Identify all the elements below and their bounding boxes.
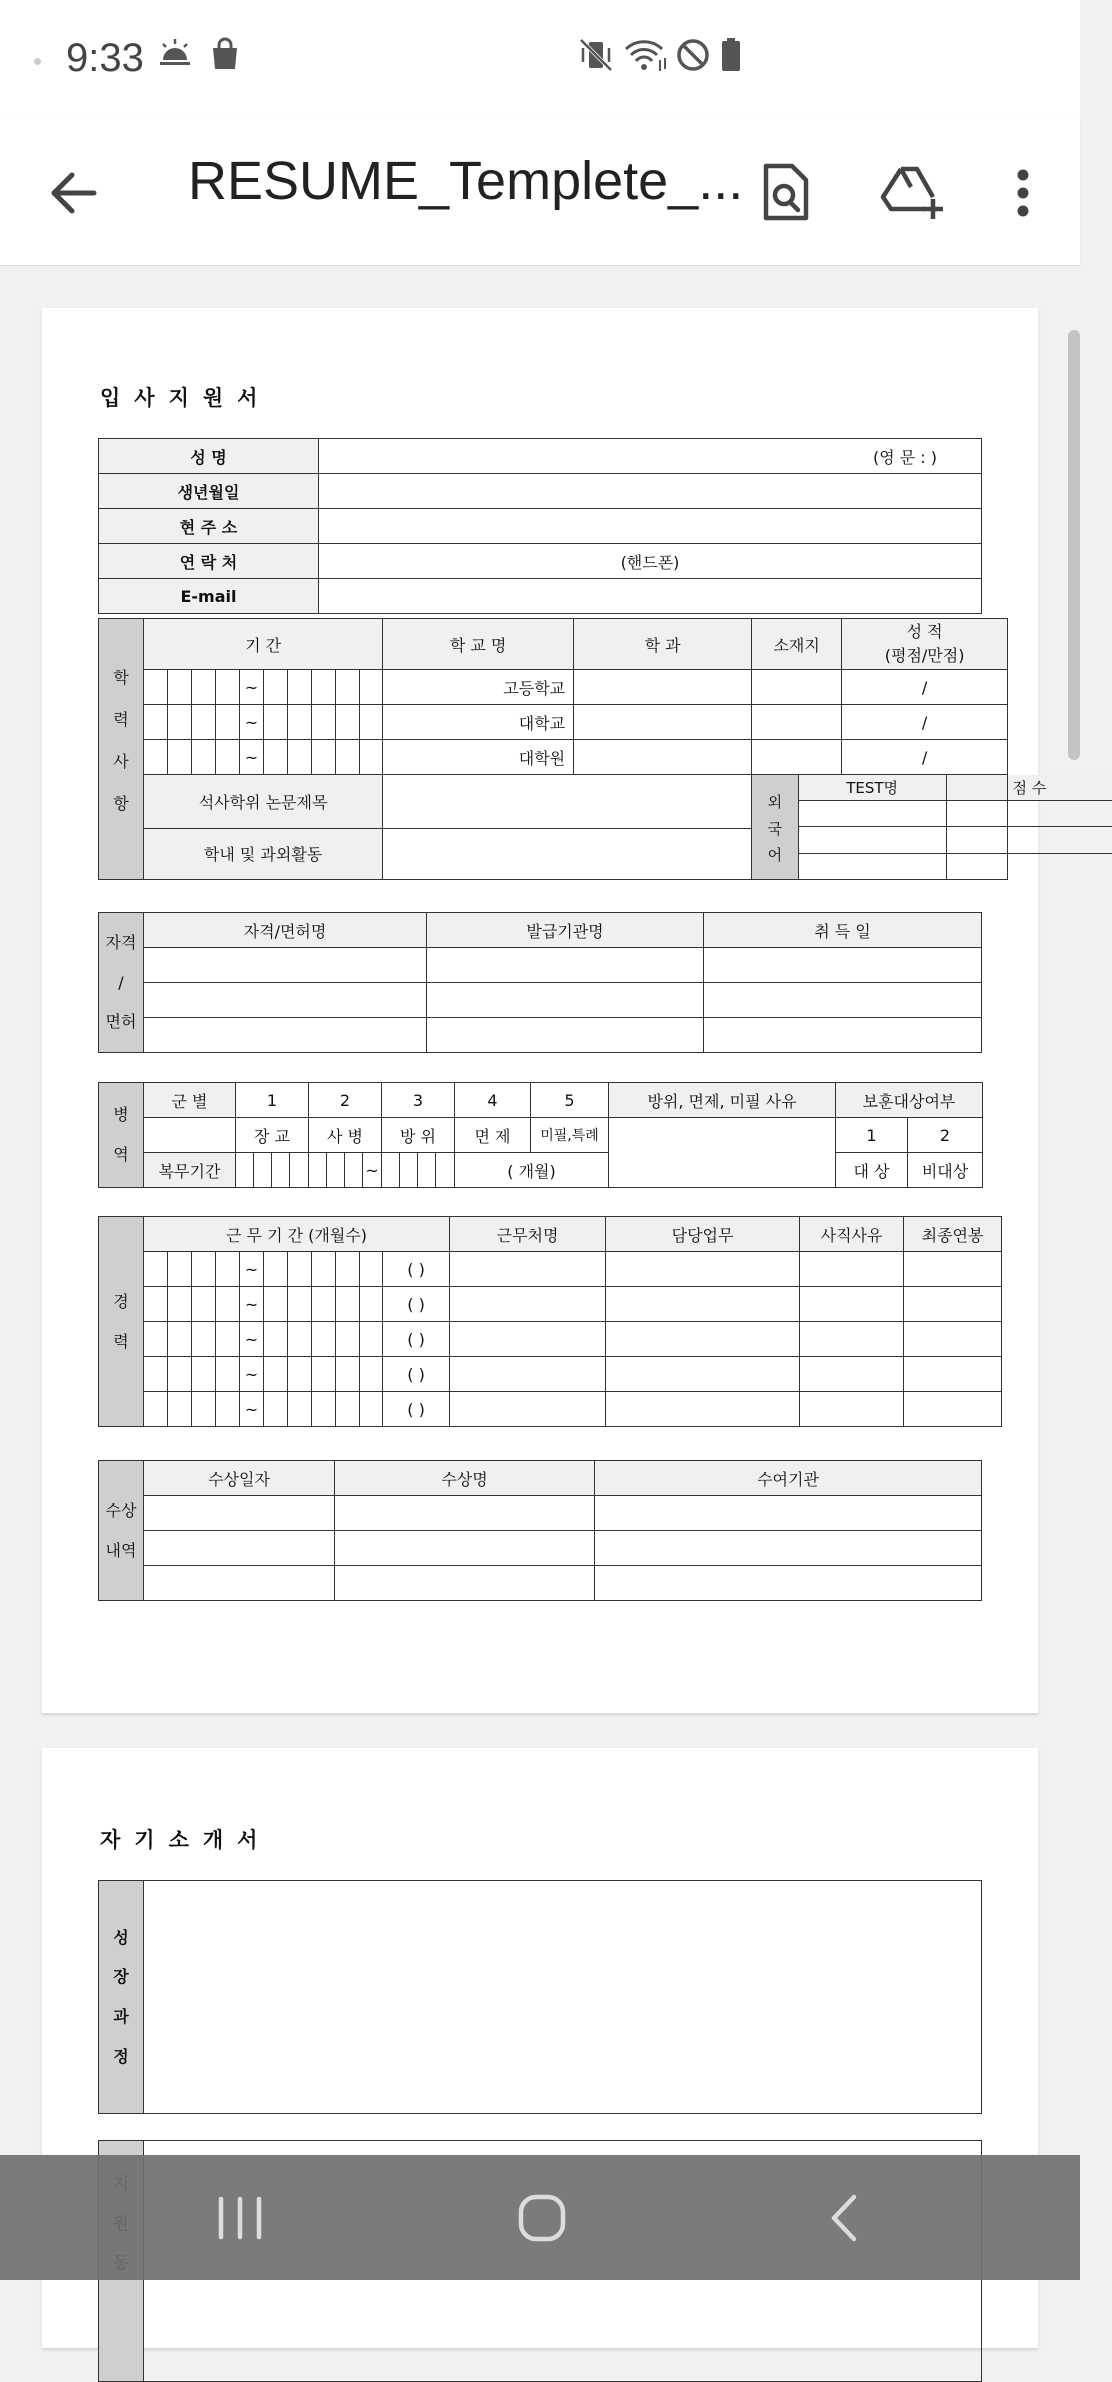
military-num-2: 2 (309, 1083, 382, 1118)
back-arrow-icon[interactable] (28, 148, 118, 238)
awards-label-2: 내역 (105, 1540, 137, 1560)
career-row (99, 1392, 1002, 1427)
rank-reserve[interactable]: 방 위 (382, 1118, 455, 1153)
document-search-icon[interactable] (740, 148, 830, 238)
lang-label-3: 어 (767, 846, 783, 865)
edu-col-location: 소재지 (752, 619, 842, 670)
license-cell[interactable] (144, 948, 427, 983)
rank-officer[interactable]: 장 교 (236, 1118, 309, 1153)
military-num-5: 5 (531, 1083, 609, 1118)
rank-special[interactable]: 미필,특례 (531, 1118, 609, 1153)
edu-label-4: 항 (113, 794, 129, 813)
edu-date-cell[interactable] (264, 670, 288, 705)
career-col-period: 근 무 기 간 (개월수) (144, 1217, 450, 1252)
career-label-2: 력 (113, 1331, 129, 1351)
scrollbar-thumb[interactable] (1068, 330, 1080, 760)
career-date-cell[interactable] (216, 1322, 240, 1357)
career-months[interactable]: ( ) (383, 1392, 450, 1427)
career-date-cell[interactable] (336, 1392, 360, 1427)
career-months[interactable]: ( ) (383, 1287, 450, 1322)
edu-major-cell[interactable] (574, 705, 752, 740)
career-date-cell[interactable] (168, 1392, 192, 1427)
edu-school-university[interactable]: 대학교 (383, 705, 574, 740)
language-section (752, 775, 1047, 880)
edu-date-cell[interactable] (312, 705, 336, 740)
lang-score-cell[interactable] (946, 853, 1112, 879)
service-date-cell[interactable] (382, 1153, 400, 1188)
career-tilde: ~ (240, 1392, 264, 1427)
edu-date-cell[interactable] (288, 705, 312, 740)
growth-label-4: 정 (113, 2046, 129, 2066)
awards-cell[interactable] (595, 1566, 982, 1601)
edu-date-cell[interactable] (144, 670, 168, 705)
career-date-cell[interactable] (168, 1322, 192, 1357)
career-date-cell[interactable] (312, 1287, 336, 1322)
recent-apps-icon[interactable] (180, 2175, 300, 2260)
career-tilde: ~ (240, 1287, 264, 1322)
career-duty-cell[interactable] (606, 1357, 800, 1392)
veteran-label: 보훈대상여부 (836, 1083, 983, 1118)
lang-score-cell[interactable] (946, 827, 1112, 853)
edu-tilde: ~ (240, 740, 264, 775)
edu-label-chars (99, 670, 143, 812)
language-label (752, 775, 798, 879)
career-duty-cell[interactable] (606, 1392, 800, 1427)
career-row (99, 1252, 1002, 1287)
career-col-duty: 담당업무 (606, 1217, 800, 1252)
awards-label-1: 수상 (105, 1500, 137, 1520)
edu-location-cell[interactable] (752, 670, 842, 705)
career-date-cell[interactable] (216, 1287, 240, 1322)
military-num-1: 1 (236, 1083, 309, 1118)
edu-tilde: ~ (240, 670, 264, 705)
edu-tilde: ~ (240, 705, 264, 740)
edu-school-highschool[interactable]: 고등학교 (383, 670, 574, 705)
career-date-cell[interactable] (192, 1357, 216, 1392)
veteran-num-1: 1 (836, 1118, 908, 1153)
service-date-cell[interactable] (272, 1153, 290, 1188)
lang-label-2: 국 (767, 819, 783, 838)
career-date-cell[interactable] (264, 1287, 288, 1322)
activity-field[interactable] (383, 828, 752, 880)
edu-label-3: 사 (113, 752, 129, 771)
growth-field[interactable] (144, 1881, 982, 2114)
edu-date-cell[interactable] (312, 740, 336, 775)
career-row (99, 1287, 1002, 1322)
app-bar (0, 120, 1080, 266)
career-date-cell[interactable] (288, 1322, 312, 1357)
career-months[interactable]: ( ) (383, 1252, 450, 1287)
awards-cell[interactable] (144, 1531, 335, 1566)
edu-date-cell[interactable] (144, 740, 168, 775)
growth-label-3: 과 (113, 2007, 129, 2026)
career-tilde: ~ (240, 1322, 264, 1357)
career-section-label (99, 1217, 144, 1427)
veteran-no[interactable]: 비대상 (908, 1153, 983, 1188)
edu-col-school: 학 교 명 (383, 619, 574, 670)
edu-date-cell[interactable] (192, 740, 216, 775)
activity-label: 학내 및 과외활동 (144, 828, 383, 880)
career-date-cell[interactable] (264, 1252, 288, 1287)
awards-col-org: 수여기관 (595, 1461, 982, 1496)
language-table (752, 775, 1112, 879)
shopping-bag-icon (210, 38, 240, 74)
service-months[interactable]: ( 개월) (455, 1153, 609, 1188)
edu-date-cell[interactable] (216, 705, 240, 740)
career-date-cell[interactable] (360, 1392, 383, 1427)
page-title-2: 자기소개서 (100, 1828, 272, 1852)
career-label-1: 경 (113, 1291, 129, 1311)
career-row (99, 1357, 1002, 1392)
career-col-reason: 사직사유 (800, 1217, 904, 1252)
service-tilde: ~ (363, 1153, 382, 1188)
contact-label: 연 락 처 (99, 544, 319, 579)
military-exempt-reason-label: 방위, 면제, 미필 사유 (609, 1083, 836, 1118)
add-to-drive-icon[interactable] (868, 148, 958, 238)
edu-label-1: 학 (113, 668, 129, 687)
career-company-cell[interactable] (450, 1252, 606, 1287)
status-time: 9:33 (66, 36, 144, 80)
career-salary-cell[interactable] (904, 1392, 1002, 1427)
career-duty-cell[interactable] (606, 1287, 800, 1322)
document-title: RESUME_Templete_... (188, 151, 744, 211)
career-date-cell[interactable] (288, 1392, 312, 1427)
awards-cell[interactable] (595, 1496, 982, 1531)
edu-date-cell[interactable] (360, 705, 383, 740)
career-date-cell[interactable] (144, 1252, 168, 1287)
career-date-cell[interactable] (192, 1322, 216, 1357)
service-date-cell[interactable] (418, 1153, 436, 1188)
birth-label: 생년월일 (99, 474, 319, 509)
awards-cell[interactable] (335, 1566, 595, 1601)
thesis-field[interactable] (383, 775, 752, 829)
awards-cell[interactable] (144, 1496, 335, 1531)
career-company-cell[interactable] (450, 1287, 606, 1322)
career-salary-cell[interactable] (904, 1287, 1002, 1322)
career-date-cell[interactable] (216, 1357, 240, 1392)
edu-date-cell[interactable] (216, 740, 240, 775)
battery-icon (720, 38, 742, 76)
veteran-yes[interactable]: 대 상 (836, 1153, 908, 1188)
more-vert-icon[interactable] (978, 148, 1068, 238)
license-cell[interactable] (144, 1018, 427, 1053)
career-date-cell[interactable] (360, 1287, 383, 1322)
lang-label-1: 외 (767, 793, 783, 812)
awards-cell[interactable] (335, 1531, 595, 1566)
career-reason-cell[interactable] (800, 1252, 904, 1287)
edu-grade-cell[interactable]: / (842, 670, 1008, 705)
career-date-cell[interactable] (336, 1357, 360, 1392)
edu-date-cell[interactable] (360, 740, 383, 775)
license-label-3: 면허 (105, 1012, 137, 1032)
edu-school-graduate[interactable]: 대학원 (383, 740, 574, 775)
career-salary-cell[interactable] (904, 1357, 1002, 1392)
career-duty-cell[interactable] (606, 1322, 800, 1357)
edu-date-cell[interactable] (168, 705, 192, 740)
career-date-cell[interactable] (144, 1287, 168, 1322)
career-reason-cell[interactable] (800, 1357, 904, 1392)
license-cell[interactable] (704, 983, 982, 1018)
career-date-cell[interactable] (336, 1322, 360, 1357)
military-type-field[interactable] (144, 1118, 236, 1153)
document-page-1 (42, 308, 1047, 1713)
military-section-label (99, 1083, 144, 1188)
career-reason-cell[interactable] (800, 1287, 904, 1322)
edu-date-cell[interactable] (336, 705, 360, 740)
edu-col-major: 학 과 (574, 619, 752, 670)
edu-date-cell[interactable] (264, 705, 288, 740)
license-cell[interactable] (427, 948, 704, 983)
career-date-cell[interactable] (144, 1357, 168, 1392)
license-label-1: 자격 (105, 933, 137, 953)
navigation-bar (0, 2155, 1080, 2280)
career-date-cell[interactable] (216, 1252, 240, 1287)
career-date-cell[interactable] (168, 1357, 192, 1392)
career-date-cell[interactable] (336, 1287, 360, 1322)
career-date-cell[interactable] (360, 1322, 383, 1357)
edu-major-cell[interactable] (574, 670, 752, 705)
service-date-cell[interactable] (236, 1153, 254, 1188)
growth-label-1: 성 (113, 1927, 129, 1947)
edu-date-cell[interactable] (168, 740, 192, 775)
growth-table (98, 1880, 982, 2114)
service-date-cell[interactable] (327, 1153, 345, 1188)
edu-location-cell[interactable] (752, 705, 842, 740)
education-table (98, 618, 1047, 880)
awards-cell[interactable] (595, 1531, 982, 1566)
career-date-cell[interactable] (192, 1287, 216, 1322)
career-date-cell[interactable] (144, 1322, 168, 1357)
address-label: 현 주 소 (99, 509, 319, 544)
email-field[interactable] (319, 579, 982, 614)
edu-date-cell[interactable] (264, 740, 288, 775)
edu-date-cell[interactable] (312, 670, 336, 705)
career-date-cell[interactable] (288, 1252, 312, 1287)
veteran-num-2: 2 (908, 1118, 983, 1153)
career-salary-cell[interactable] (904, 1252, 1002, 1287)
career-date-cell[interactable] (264, 1392, 288, 1427)
career-date-cell[interactable] (288, 1287, 312, 1322)
career-date-cell[interactable] (312, 1392, 336, 1427)
career-company-cell[interactable] (450, 1322, 606, 1357)
service-date-cell[interactable] (290, 1153, 309, 1188)
career-date-cell[interactable] (312, 1357, 336, 1392)
license-col-date: 취 득 일 (704, 913, 982, 948)
career-table (98, 1216, 1002, 1427)
career-row (99, 1322, 1002, 1357)
awards-cell[interactable] (144, 1566, 335, 1601)
career-date-cell[interactable] (144, 1392, 168, 1427)
edu-date-cell[interactable] (144, 705, 168, 740)
career-date-cell[interactable] (360, 1357, 383, 1392)
career-date-cell[interactable] (168, 1252, 192, 1287)
military-label-1: 병 (113, 1105, 129, 1125)
license-label-2: / (118, 972, 124, 992)
career-date-cell[interactable] (192, 1252, 216, 1287)
home-icon[interactable] (482, 2175, 602, 2260)
edu-date-cell[interactable] (288, 670, 312, 705)
career-date-cell[interactable] (192, 1392, 216, 1427)
career-tilde: ~ (240, 1252, 264, 1287)
service-date-cell[interactable] (254, 1153, 272, 1188)
back-icon[interactable] (784, 2175, 904, 2260)
career-col-company: 근무처명 (450, 1217, 606, 1252)
growth-label (99, 1881, 144, 2114)
lang-test-cell[interactable] (798, 827, 946, 853)
edu-date-cell[interactable] (336, 740, 360, 775)
career-reason-cell[interactable] (800, 1392, 904, 1427)
service-date-cell[interactable] (436, 1153, 455, 1188)
wifi-icon (624, 38, 668, 76)
lang-score-cell[interactable] (946, 801, 1112, 827)
lang-test-cell[interactable] (798, 801, 946, 827)
edu-date-cell[interactable] (360, 670, 383, 705)
sunrise-icon (158, 38, 192, 72)
awards-col-date: 수상일자 (144, 1461, 335, 1496)
career-date-cell[interactable] (288, 1357, 312, 1392)
edu-date-cell[interactable] (336, 670, 360, 705)
career-months[interactable]: ( ) (383, 1322, 450, 1357)
edu-grade-cell[interactable]: / (842, 705, 1008, 740)
education-section-label (99, 619, 144, 880)
military-label-2: 역 (113, 1145, 129, 1164)
career-company-cell[interactable] (450, 1357, 606, 1392)
license-table (98, 912, 982, 1053)
edu-major-cell[interactable] (574, 740, 752, 775)
license-cell[interactable] (704, 948, 982, 983)
career-date-cell[interactable] (312, 1252, 336, 1287)
military-table (98, 1082, 983, 1188)
career-reason-cell[interactable] (800, 1322, 904, 1357)
edu-date-cell[interactable] (192, 670, 216, 705)
edu-grade-sub: (평점/만점) (884, 646, 965, 665)
edu-date-cell[interactable] (168, 670, 192, 705)
license-section-label (99, 913, 144, 1053)
military-num-4: 4 (455, 1083, 531, 1118)
edu-grade-cell[interactable]: / (842, 740, 1008, 775)
career-date-cell[interactable] (336, 1252, 360, 1287)
contact-field[interactable]: (핸드폰) (319, 544, 982, 579)
edu-date-cell[interactable] (216, 670, 240, 705)
email-label: E-mail (99, 579, 319, 614)
career-months[interactable]: ( ) (383, 1357, 450, 1392)
awards-cell[interactable] (335, 1496, 595, 1531)
personal-info-table (98, 438, 982, 614)
career-date-cell[interactable] (312, 1322, 336, 1357)
birth-field[interactable] (319, 474, 982, 509)
service-date-cell[interactable] (400, 1153, 418, 1188)
notification-dot (34, 58, 41, 65)
awards-section-label (99, 1461, 144, 1601)
career-date-cell[interactable] (168, 1287, 192, 1322)
career-date-cell[interactable] (264, 1357, 288, 1392)
career-company-cell[interactable] (450, 1392, 606, 1427)
awards-table (98, 1460, 982, 1601)
military-type-label: 군 별 (144, 1083, 236, 1118)
service-date-cell[interactable] (309, 1153, 327, 1188)
page-title: 입사지원서 (100, 386, 272, 410)
license-cell[interactable] (427, 983, 704, 1018)
lang-test-label: TEST명 (798, 775, 946, 801)
rank-soldier[interactable]: 사 병 (309, 1118, 382, 1153)
thesis-label: 석사학위 논문제목 (144, 775, 383, 829)
career-duty-cell[interactable] (606, 1252, 800, 1287)
license-cell[interactable] (144, 983, 427, 1018)
career-salary-cell[interactable] (904, 1322, 1002, 1357)
license-cell[interactable] (427, 1018, 704, 1053)
license-col-name: 자격/면허명 (144, 913, 427, 948)
career-date-cell[interactable] (216, 1392, 240, 1427)
address-field[interactable] (319, 509, 982, 544)
exempt-reason-field[interactable] (609, 1118, 836, 1188)
lang-test-cell[interactable] (798, 853, 946, 879)
edu-grade-title: 성 적 (906, 622, 943, 641)
rank-exempt[interactable]: 면 제 (455, 1118, 531, 1153)
edu-date-cell[interactable] (288, 740, 312, 775)
name-label: 성 명 (99, 439, 319, 474)
lang-score-label: 점 수 (946, 775, 1112, 801)
do-not-disturb-icon (676, 38, 710, 76)
service-period-label: 복무기간 (144, 1153, 236, 1188)
career-date-cell[interactable] (264, 1322, 288, 1357)
service-date-cell[interactable] (345, 1153, 363, 1188)
edu-location-cell[interactable] (752, 740, 842, 775)
edu-label-2: 력 (113, 710, 129, 729)
career-col-salary: 최종연봉 (904, 1217, 1002, 1252)
career-tilde: ~ (240, 1357, 264, 1392)
career-date-cell[interactable] (360, 1252, 383, 1287)
status-bar (0, 0, 1080, 120)
edu-col-period: 기 간 (144, 619, 383, 670)
name-field[interactable]: (영 문 : ) (319, 439, 982, 474)
license-col-issuer: 발급기관명 (427, 913, 704, 948)
license-cell[interactable] (704, 1018, 982, 1053)
military-num-3: 3 (382, 1083, 455, 1118)
growth-label-2: 장 (113, 1967, 129, 1987)
edu-date-cell[interactable] (192, 705, 216, 740)
awards-col-name: 수상명 (335, 1461, 595, 1496)
edu-col-grade (842, 619, 1008, 670)
vibrate-mute-icon (578, 38, 614, 76)
